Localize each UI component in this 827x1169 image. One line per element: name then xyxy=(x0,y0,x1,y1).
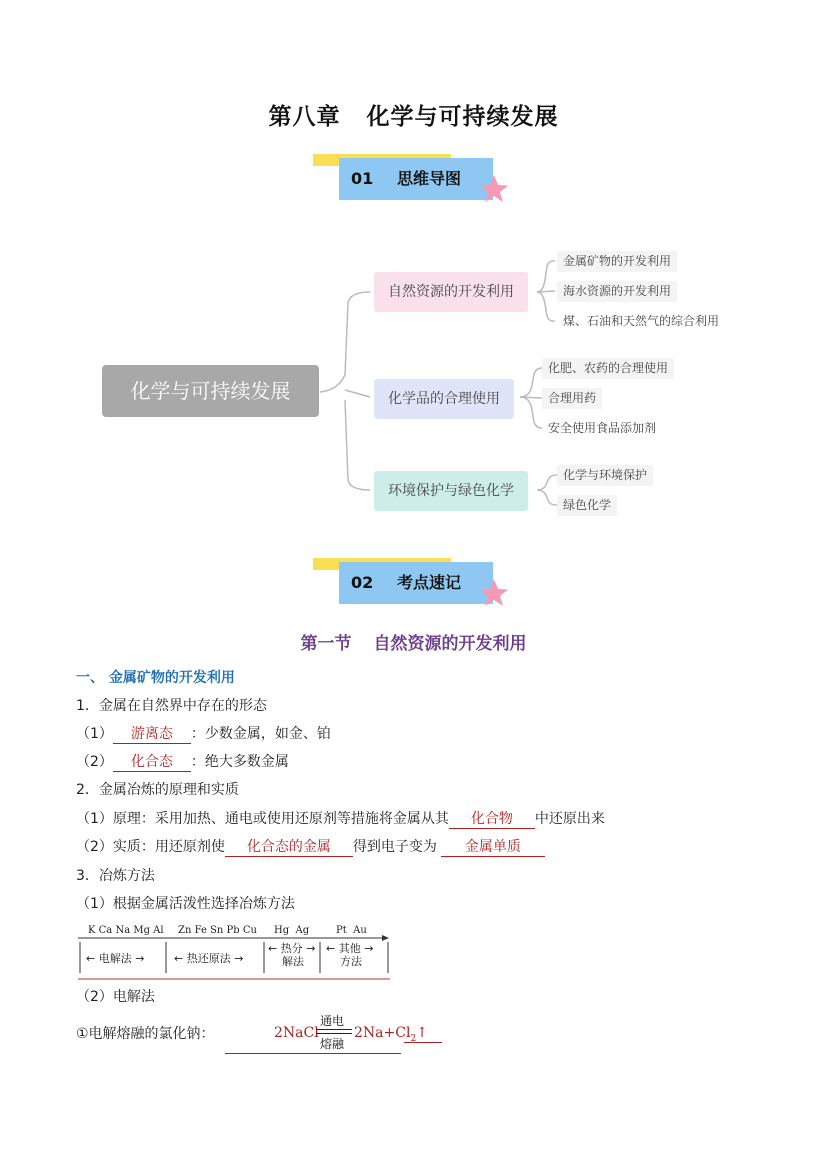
paragraph: 1．金属在自然界中存在的形态 xyxy=(76,698,267,714)
method-label: 热分 xyxy=(280,942,303,955)
equation-product xyxy=(354,1025,428,1044)
fill-line xyxy=(76,836,545,857)
item-text: ：少数金属，如金、铂 xyxy=(190,726,331,742)
metal-group: Zn Fe Sn Pb Cu xyxy=(178,925,257,936)
banner-label: 思维导图 xyxy=(397,169,462,188)
paragraph: （1）根据金属活泼性选择冶炼方法 xyxy=(76,896,295,912)
paragraph: （2）电解法 xyxy=(76,989,155,1005)
mindmap-root: 化学与可持续发展 xyxy=(102,365,319,417)
answer-blank: 化合物 xyxy=(449,808,535,829)
method-cell: ← 热还原法 → xyxy=(174,952,244,965)
method-label: 解法 xyxy=(282,955,304,968)
item-text: ：绝大多数金属 xyxy=(190,754,289,770)
answer-underline xyxy=(225,1053,401,1054)
answer-blank: 游离态 xyxy=(113,723,191,744)
metal-group: Hg Ag xyxy=(274,925,310,936)
item-text: 中还原出来 xyxy=(534,811,605,827)
banner-number: 02 xyxy=(351,573,374,592)
product-subscript: 2 xyxy=(410,1033,417,1044)
paragraph: 2．金属冶炼的原理和实质 xyxy=(76,782,239,798)
gas-arrow: ↑ xyxy=(416,1025,428,1041)
chapter-number: 第八章 xyxy=(268,103,341,130)
method-label: 电解法 xyxy=(98,952,132,965)
mindmap-leaf: 合理用药 xyxy=(542,388,602,409)
electrolysis-equation xyxy=(274,1015,444,1055)
method-cell: ← 热分 → 解法 xyxy=(268,942,316,968)
mindmap-leaf: 绿色化学 xyxy=(557,495,617,516)
method-cell: ← 其他 → 方法 xyxy=(326,942,374,968)
chapter-name: 化学与可持续发展 xyxy=(366,103,559,130)
section-banner-mindmap xyxy=(313,154,513,214)
heading-metal-minerals: 一、 金属矿物的开发利用 xyxy=(76,670,235,686)
fill-line xyxy=(76,723,331,744)
section-number: 第一节 xyxy=(300,634,352,654)
mindmap-branch-natural-resources: 自然资源的开发利用 xyxy=(374,272,528,312)
page-title xyxy=(0,98,827,131)
mindmap-leaf: 海水资源的开发利用 xyxy=(557,281,677,302)
equation-reactant: 2NaCl xyxy=(274,1025,319,1041)
item-text: （2）实质：用还原剂使 xyxy=(76,839,225,855)
method-cell: ← 电解法 → xyxy=(86,952,145,965)
mindmap-leaf: 煤、石油和天然气的综合利用 xyxy=(563,314,720,328)
mindmap-leaf: 化学与环境保护 xyxy=(557,465,653,486)
equation-condition: 熔融 xyxy=(320,1037,345,1051)
mindmap-branch-environment: 环境保护与绿色化学 xyxy=(374,471,528,511)
answer-blank: 化合态的金属 xyxy=(225,836,353,857)
star-icon xyxy=(479,578,509,608)
item-text: 得到电子变为 xyxy=(352,839,437,855)
mindmap-leaf: 安全使用食品添加剂 xyxy=(548,421,657,435)
answer-blank: 金属单质 xyxy=(441,836,545,857)
smelting-method-table xyxy=(78,925,390,980)
item-number: （1） xyxy=(76,726,113,742)
method-label: 热还原法 xyxy=(186,952,231,965)
equation-condition: 通电 xyxy=(320,1014,345,1028)
section-title xyxy=(0,629,827,654)
fill-line xyxy=(76,808,605,829)
section-banner-keypoints xyxy=(313,558,513,618)
banner-label: 考点速记 xyxy=(397,573,462,592)
banner-number: 01 xyxy=(351,169,374,188)
star-icon xyxy=(479,174,509,204)
metal-group: Pt Au xyxy=(336,925,367,936)
item-text: （1）原理：采用加热、通电或使用还原剂等措施将金属从其 xyxy=(76,811,449,827)
mindmap-leaf: 金属矿物的开发利用 xyxy=(557,251,677,272)
method-label: 其他 xyxy=(338,942,361,955)
mindmap-leaf: 化肥、农药的合理使用 xyxy=(542,358,674,379)
section-name: 自然资源的开发利用 xyxy=(373,634,527,654)
metal-group: K Ca Na Mg Al xyxy=(88,925,164,936)
answer-blank: 化合态 xyxy=(113,751,191,772)
paragraph: ①电解熔融的氯化钠： xyxy=(76,1026,215,1042)
item-number: （2） xyxy=(76,754,113,770)
mindmap-branch-chemicals: 化学品的合理使用 xyxy=(374,379,514,419)
product-text: 2Na+Cl xyxy=(354,1025,411,1041)
method-label: 方法 xyxy=(340,955,362,968)
paragraph: 3．冶炼方法 xyxy=(76,868,155,884)
fill-line xyxy=(76,751,289,772)
